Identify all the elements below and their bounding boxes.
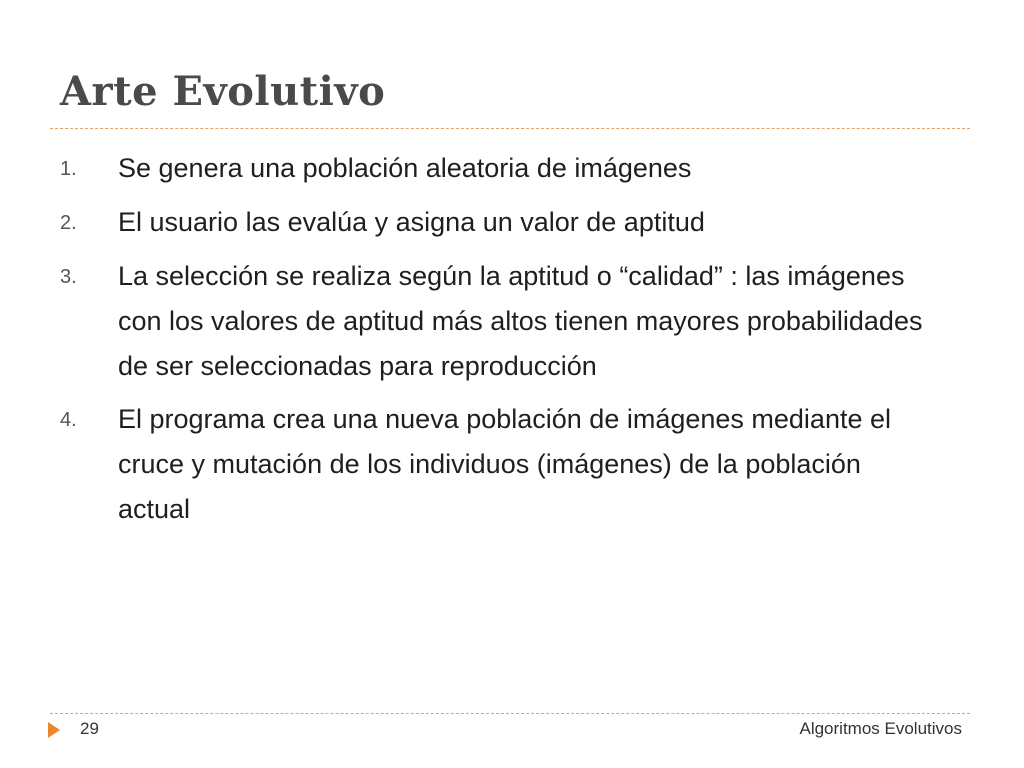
list-item-number: 2.: [60, 212, 77, 234]
footer-divider: [50, 713, 970, 714]
slide-title: Arte Evolutivo: [60, 68, 386, 115]
title-divider: [50, 128, 970, 129]
list-item-number: 1.: [60, 158, 77, 180]
page-number: 29: [80, 719, 99, 738]
content-list: [60, 146, 940, 540]
list-item-text: El programa crea una nueva población de imágenes mediante el cruce y mutación de los individuos (imágenes) de la población actual: [118, 404, 891, 524]
list-item: [60, 146, 940, 192]
list-item-number: 3.: [60, 266, 77, 288]
list-item: [60, 397, 940, 532]
list-item-text: El usuario las evalúa y asigna un valor de aptitud: [118, 207, 705, 237]
list-item-number: 4.: [60, 409, 77, 431]
list-item-text: La selección se realiza según la aptitud o “calidad” : las imágenes con los valores de aptitud más altos tienen mayores probabilidades de ser seleccionadas para reproducción: [118, 261, 923, 381]
list-item: [60, 254, 940, 389]
list-item-text: Se genera una población aleatoria de imágenes: [118, 153, 692, 183]
footer-arrow-icon: [48, 722, 60, 738]
footer-title: Algoritmos Evolutivos: [799, 719, 962, 738]
list-item: [60, 200, 940, 246]
